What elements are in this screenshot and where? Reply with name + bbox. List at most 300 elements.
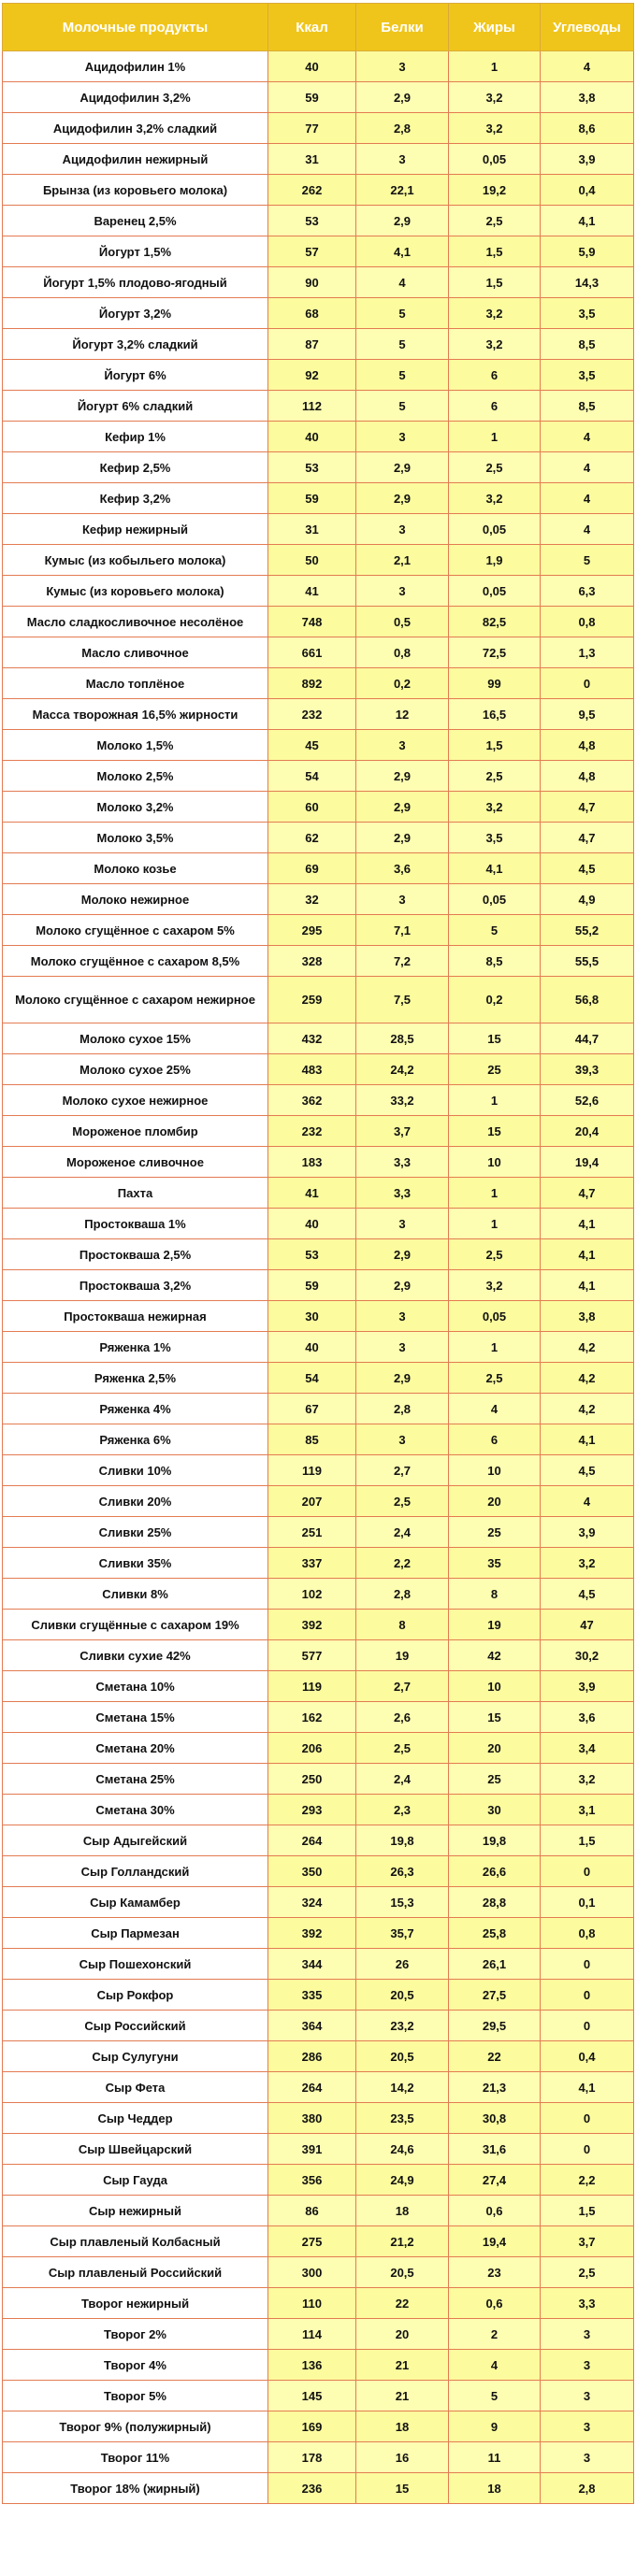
carbs-cell: 3,2: [541, 1764, 634, 1795]
fat-cell: 16,5: [449, 699, 541, 730]
kcal-cell: 432: [268, 1023, 356, 1054]
header-carbs: Углеводы: [541, 4, 634, 51]
protein-cell: 2,4: [356, 1764, 449, 1795]
kcal-cell: 337: [268, 1548, 356, 1579]
carbs-cell: 3: [541, 2319, 634, 2350]
table-row: [3, 1640, 634, 1671]
table-row: [3, 668, 634, 699]
carbs-cell: 2,2: [541, 2165, 634, 2196]
product-name-cell: Варенец 2,5%: [3, 206, 268, 236]
table-row: [3, 730, 634, 761]
fat-cell: 3,2: [449, 113, 541, 144]
fat-cell: 0,2: [449, 977, 541, 1023]
carbs-cell: 4,1: [541, 206, 634, 236]
fat-cell: 82,5: [449, 607, 541, 637]
fat-cell: 3,2: [449, 483, 541, 514]
product-name-cell: Простокваша 2,5%: [3, 1239, 268, 1270]
product-name-cell: Сметана 20%: [3, 1733, 268, 1764]
carbs-cell: 3,6: [541, 1702, 634, 1733]
table-body: [3, 51, 634, 2504]
fat-cell: 3,2: [449, 1270, 541, 1301]
protein-cell: 21: [356, 2350, 449, 2381]
kcal-cell: 92: [268, 360, 356, 391]
carbs-cell: 3,7: [541, 2226, 634, 2257]
protein-cell: 24,6: [356, 2134, 449, 2165]
product-name-cell: Йогурт 6%: [3, 360, 268, 391]
product-name-cell: Сыр Сулугуни: [3, 2041, 268, 2072]
table-row: [3, 2411, 634, 2442]
carbs-cell: 19,4: [541, 1147, 634, 1178]
kcal-cell: 119: [268, 1455, 356, 1486]
protein-cell: 3,7: [356, 1116, 449, 1147]
kcal-cell: 392: [268, 1610, 356, 1640]
fat-cell: 21,3: [449, 2072, 541, 2103]
product-name-cell: Кефир нежирный: [3, 514, 268, 545]
fat-cell: 20: [449, 1733, 541, 1764]
kcal-cell: 286: [268, 2041, 356, 2072]
table-row: [3, 1579, 634, 1610]
protein-cell: 2,9: [356, 1363, 449, 1394]
table-row: [3, 1825, 634, 1856]
table-row: [3, 2165, 634, 2196]
fat-cell: 6: [449, 360, 541, 391]
kcal-cell: 114: [268, 2319, 356, 2350]
protein-cell: 14,2: [356, 2072, 449, 2103]
fat-cell: 3,2: [449, 82, 541, 113]
fat-cell: 1: [449, 422, 541, 452]
table-row: [3, 298, 634, 329]
carbs-cell: 0: [541, 2011, 634, 2041]
table-row: [3, 1332, 634, 1363]
table-row: [3, 853, 634, 884]
protein-cell: 2,9: [356, 452, 449, 483]
kcal-cell: 54: [268, 1363, 356, 1394]
protein-cell: 26,3: [356, 1856, 449, 1887]
fat-cell: 1: [449, 1332, 541, 1363]
table-row: [3, 2288, 634, 2319]
product-name-cell: Йогурт 1,5% плодово-ягодный: [3, 267, 268, 298]
product-name-cell: Йогурт 1,5%: [3, 236, 268, 267]
protein-cell: 26: [356, 1949, 449, 1980]
protein-cell: 8: [356, 1610, 449, 1640]
product-name-cell: Молоко сухое 25%: [3, 1054, 268, 1085]
product-name-cell: Молоко 3,2%: [3, 792, 268, 823]
product-name-cell: Ацидофилин 1%: [3, 51, 268, 82]
carbs-cell: 55,2: [541, 915, 634, 946]
table-row: [3, 576, 634, 607]
protein-cell: 19: [356, 1640, 449, 1671]
protein-cell: 5: [356, 391, 449, 422]
carbs-cell: 4,7: [541, 1178, 634, 1209]
product-name-cell: Йогурт 3,2%: [3, 298, 268, 329]
fat-cell: 25: [449, 1764, 541, 1795]
carbs-cell: 3,4: [541, 1733, 634, 1764]
carbs-cell: 0,4: [541, 2041, 634, 2072]
protein-cell: 22: [356, 2288, 449, 2319]
product-name-cell: Сливки 20%: [3, 1486, 268, 1517]
carbs-cell: 3,9: [541, 144, 634, 175]
product-name-cell: Молоко 1,5%: [3, 730, 268, 761]
protein-cell: 3: [356, 884, 449, 915]
product-name-cell: Мороженое пломбир: [3, 1116, 268, 1147]
product-name-cell: Сыр Пошехонский: [3, 1949, 268, 1980]
fat-cell: 0,05: [449, 144, 541, 175]
fat-cell: 19,4: [449, 2226, 541, 2257]
kcal-cell: 293: [268, 1795, 356, 1825]
protein-cell: 5: [356, 329, 449, 360]
carbs-cell: 4,1: [541, 2072, 634, 2103]
carbs-cell: 4,7: [541, 792, 634, 823]
carbs-cell: 44,7: [541, 1023, 634, 1054]
carbs-cell: 3,9: [541, 1517, 634, 1548]
kcal-cell: 380: [268, 2103, 356, 2134]
table-row: [3, 2072, 634, 2103]
kcal-cell: 90: [268, 267, 356, 298]
kcal-cell: 41: [268, 1178, 356, 1209]
fat-cell: 11: [449, 2442, 541, 2473]
fat-cell: 28,8: [449, 1887, 541, 1918]
fat-cell: 3,5: [449, 823, 541, 853]
table-row: [3, 144, 634, 175]
carbs-cell: 4,2: [541, 1363, 634, 1394]
table-row: [3, 545, 634, 576]
fat-cell: 25: [449, 1517, 541, 1548]
carbs-cell: 3: [541, 2411, 634, 2442]
table-row: [3, 1795, 634, 1825]
kcal-cell: 112: [268, 391, 356, 422]
table-row: [3, 2011, 634, 2041]
table-row: [3, 483, 634, 514]
kcal-cell: 748: [268, 607, 356, 637]
product-name-cell: Сливки сгущённые с сахаром 19%: [3, 1610, 268, 1640]
kcal-cell: 31: [268, 144, 356, 175]
product-name-cell: Молоко нежирное: [3, 884, 268, 915]
table-row: [3, 637, 634, 668]
table-row: [3, 2350, 634, 2381]
fat-cell: 1,9: [449, 545, 541, 576]
carbs-cell: 56,8: [541, 977, 634, 1023]
product-name-cell: Сливки 35%: [3, 1548, 268, 1579]
protein-cell: 7,5: [356, 977, 449, 1023]
protein-cell: 22,1: [356, 175, 449, 206]
protein-cell: 2,5: [356, 1486, 449, 1517]
product-name-cell: Кефир 3,2%: [3, 483, 268, 514]
protein-cell: 2,8: [356, 1579, 449, 1610]
fat-cell: 29,5: [449, 2011, 541, 2041]
kcal-cell: 145: [268, 2381, 356, 2411]
product-name-cell: Сыр Рокфор: [3, 1980, 268, 2011]
carbs-cell: 4,5: [541, 853, 634, 884]
kcal-cell: 32: [268, 884, 356, 915]
product-name-cell: Мороженое сливочное: [3, 1147, 268, 1178]
carbs-cell: 14,3: [541, 267, 634, 298]
product-name-cell: Кумыс (из кобыльего молока): [3, 545, 268, 576]
carbs-cell: 4: [541, 452, 634, 483]
kcal-cell: 295: [268, 915, 356, 946]
protein-cell: 3: [356, 144, 449, 175]
table-row: [3, 267, 634, 298]
product-name-cell: Сыр плавленый Колбасный: [3, 2226, 268, 2257]
carbs-cell: 3,2: [541, 1548, 634, 1579]
fat-cell: 26,1: [449, 1949, 541, 1980]
table-row: [3, 1424, 634, 1455]
product-name-cell: Пахта: [3, 1178, 268, 1209]
product-name-cell: Сыр Адыгейский: [3, 1825, 268, 1856]
table-row: [3, 1363, 634, 1394]
carbs-cell: 4: [541, 514, 634, 545]
table-row: [3, 1949, 634, 1980]
kcal-cell: 30: [268, 1301, 356, 1332]
protein-cell: 23,5: [356, 2103, 449, 2134]
table-row: [3, 2103, 634, 2134]
carbs-cell: 8,5: [541, 391, 634, 422]
kcal-cell: 162: [268, 1702, 356, 1733]
table-row: [3, 792, 634, 823]
carbs-cell: 9,5: [541, 699, 634, 730]
product-name-cell: Кумыс (из коровьего молока): [3, 576, 268, 607]
product-name-cell: Молоко сухое 15%: [3, 1023, 268, 1054]
table-row: [3, 1239, 634, 1270]
carbs-cell: 0: [541, 1980, 634, 2011]
fat-cell: 2,5: [449, 761, 541, 792]
fat-cell: 25,8: [449, 1918, 541, 1949]
carbs-cell: 2,5: [541, 2257, 634, 2288]
protein-cell: 5: [356, 298, 449, 329]
protein-cell: 16: [356, 2442, 449, 2473]
kcal-cell: 45: [268, 730, 356, 761]
protein-cell: 33,2: [356, 1085, 449, 1116]
fat-cell: 4,1: [449, 853, 541, 884]
protein-cell: 15: [356, 2473, 449, 2504]
kcal-cell: 350: [268, 1856, 356, 1887]
protein-cell: 3: [356, 1424, 449, 1455]
kcal-cell: 207: [268, 1486, 356, 1517]
fat-cell: 9: [449, 2411, 541, 2442]
product-name-cell: Брынза (из коровьего молока): [3, 175, 268, 206]
carbs-cell: 4,1: [541, 1270, 634, 1301]
kcal-cell: 364: [268, 2011, 356, 2041]
table-row: [3, 175, 634, 206]
fat-cell: 0,6: [449, 2288, 541, 2319]
nutrition-table-container: [2, 3, 633, 2504]
kcal-cell: 335: [268, 1980, 356, 2011]
protein-cell: 2,9: [356, 792, 449, 823]
kcal-cell: 661: [268, 637, 356, 668]
protein-cell: 20,5: [356, 2257, 449, 2288]
protein-cell: 12: [356, 699, 449, 730]
kcal-cell: 62: [268, 823, 356, 853]
kcal-cell: 40: [268, 422, 356, 452]
table-row: [3, 1116, 634, 1147]
kcal-cell: 86: [268, 2196, 356, 2226]
protein-cell: 3: [356, 1301, 449, 1332]
table-row: [3, 699, 634, 730]
kcal-cell: 69: [268, 853, 356, 884]
product-name-cell: Молоко сгущённое с сахаром нежирное: [3, 977, 268, 1023]
table-row: [3, 236, 634, 267]
product-name-cell: Молоко сгущённое с сахаром 5%: [3, 915, 268, 946]
table-row: [3, 1856, 634, 1887]
fat-cell: 30,8: [449, 2103, 541, 2134]
table-row: [3, 1023, 634, 1054]
carbs-cell: 4,8: [541, 730, 634, 761]
carbs-cell: 0: [541, 1856, 634, 1887]
fat-cell: 0,6: [449, 2196, 541, 2226]
fat-cell: 2: [449, 2319, 541, 2350]
carbs-cell: 4,8: [541, 761, 634, 792]
fat-cell: 1,5: [449, 267, 541, 298]
table-row: [3, 1517, 634, 1548]
product-name-cell: Сливки 25%: [3, 1517, 268, 1548]
table-row: [3, 1764, 634, 1795]
table-row: [3, 1918, 634, 1949]
table-row: [3, 2319, 634, 2350]
dairy-nutrition-table: [2, 3, 634, 2504]
fat-cell: 42: [449, 1640, 541, 1671]
table-row: [3, 422, 634, 452]
kcal-cell: 59: [268, 82, 356, 113]
product-name-cell: Ацидофилин 3,2% сладкий: [3, 113, 268, 144]
carbs-cell: 3,8: [541, 82, 634, 113]
fat-cell: 4: [449, 2350, 541, 2381]
product-name-cell: Масло топлёное: [3, 668, 268, 699]
table-row: [3, 1147, 634, 1178]
kcal-cell: 356: [268, 2165, 356, 2196]
table-row: [3, 1209, 634, 1239]
protein-cell: 15,3: [356, 1887, 449, 1918]
protein-cell: 3: [356, 730, 449, 761]
fat-cell: 8,5: [449, 946, 541, 977]
table-row: [3, 2226, 634, 2257]
table-row: [3, 113, 634, 144]
fat-cell: 1: [449, 1178, 541, 1209]
carbs-cell: 0: [541, 668, 634, 699]
kcal-cell: 40: [268, 1332, 356, 1363]
kcal-cell: 183: [268, 1147, 356, 1178]
fat-cell: 99: [449, 668, 541, 699]
table-row: [3, 946, 634, 977]
protein-cell: 2,9: [356, 483, 449, 514]
fat-cell: 1: [449, 1209, 541, 1239]
carbs-cell: 39,3: [541, 1054, 634, 1085]
carbs-cell: 4,7: [541, 823, 634, 853]
table-row: [3, 884, 634, 915]
carbs-cell: 4: [541, 1486, 634, 1517]
product-name-cell: Творог 11%: [3, 2442, 268, 2473]
product-name-cell: Сыр Голландский: [3, 1856, 268, 1887]
protein-cell: 2,8: [356, 113, 449, 144]
table-row: [3, 2381, 634, 2411]
product-name-cell: Ряженка 6%: [3, 1424, 268, 1455]
protein-cell: 24,2: [356, 1054, 449, 1085]
carbs-cell: 20,4: [541, 1116, 634, 1147]
fat-cell: 1: [449, 1085, 541, 1116]
table-row: [3, 1486, 634, 1517]
carbs-cell: 4,1: [541, 1424, 634, 1455]
protein-cell: 3: [356, 1209, 449, 1239]
carbs-cell: 8,6: [541, 113, 634, 144]
header-kcal: Ккал: [268, 4, 356, 51]
table-row: [3, 1270, 634, 1301]
kcal-cell: 264: [268, 2072, 356, 2103]
carbs-cell: 0: [541, 2134, 634, 2165]
protein-cell: 35,7: [356, 1918, 449, 1949]
protein-cell: 28,5: [356, 1023, 449, 1054]
protein-cell: 2,9: [356, 1270, 449, 1301]
product-name-cell: Сливки 10%: [3, 1455, 268, 1486]
product-name-cell: Сливки 8%: [3, 1579, 268, 1610]
kcal-cell: 102: [268, 1579, 356, 1610]
fat-cell: 6: [449, 391, 541, 422]
product-name-cell: Ряженка 1%: [3, 1332, 268, 1363]
table-row: [3, 1054, 634, 1085]
kcal-cell: 577: [268, 1640, 356, 1671]
protein-cell: 2,3: [356, 1795, 449, 1825]
table-row: [3, 2134, 634, 2165]
carbs-cell: 3,5: [541, 360, 634, 391]
fat-cell: 10: [449, 1671, 541, 1702]
fat-cell: 1,5: [449, 236, 541, 267]
carbs-cell: 4,5: [541, 1579, 634, 1610]
product-name-cell: Молоко сухое нежирное: [3, 1085, 268, 1116]
carbs-cell: 3,5: [541, 298, 634, 329]
protein-cell: 4,1: [356, 236, 449, 267]
kcal-cell: 300: [268, 2257, 356, 2288]
fat-cell: 1,5: [449, 730, 541, 761]
table-row: [3, 2442, 634, 2473]
protein-cell: 4: [356, 267, 449, 298]
kcal-cell: 892: [268, 668, 356, 699]
kcal-cell: 264: [268, 1825, 356, 1856]
fat-cell: 6: [449, 1424, 541, 1455]
header-fat: Жиры: [449, 4, 541, 51]
kcal-cell: 68: [268, 298, 356, 329]
fat-cell: 15: [449, 1116, 541, 1147]
kcal-cell: 251: [268, 1517, 356, 1548]
kcal-cell: 259: [268, 977, 356, 1023]
carbs-cell: 3,3: [541, 2288, 634, 2319]
fat-cell: 4: [449, 1394, 541, 1424]
product-name-cell: Сметана 30%: [3, 1795, 268, 1825]
carbs-cell: 0: [541, 1949, 634, 1980]
fat-cell: 27,5: [449, 1980, 541, 2011]
product-name-cell: Молоко сгущённое с сахаром 8,5%: [3, 946, 268, 977]
kcal-cell: 87: [268, 329, 356, 360]
product-name-cell: Кефир 2,5%: [3, 452, 268, 483]
fat-cell: 3,2: [449, 329, 541, 360]
fat-cell: 5: [449, 2381, 541, 2411]
product-name-cell: Сыр Гауда: [3, 2165, 268, 2196]
kcal-cell: 392: [268, 1918, 356, 1949]
product-name-cell: Масса творожная 16,5% жирности: [3, 699, 268, 730]
protein-cell: 7,1: [356, 915, 449, 946]
product-name-cell: Сыр Камамбер: [3, 1887, 268, 1918]
kcal-cell: 362: [268, 1085, 356, 1116]
table-row: [3, 1548, 634, 1579]
protein-cell: 3: [356, 51, 449, 82]
protein-cell: 3: [356, 576, 449, 607]
fat-cell: 23: [449, 2257, 541, 2288]
fat-cell: 2,5: [449, 452, 541, 483]
carbs-cell: 0,4: [541, 175, 634, 206]
protein-cell: 2,4: [356, 1517, 449, 1548]
product-name-cell: Сливки сухие 42%: [3, 1640, 268, 1671]
carbs-cell: 55,5: [541, 946, 634, 977]
kcal-cell: 119: [268, 1671, 356, 1702]
table-row: [3, 452, 634, 483]
protein-cell: 5: [356, 360, 449, 391]
kcal-cell: 391: [268, 2134, 356, 2165]
